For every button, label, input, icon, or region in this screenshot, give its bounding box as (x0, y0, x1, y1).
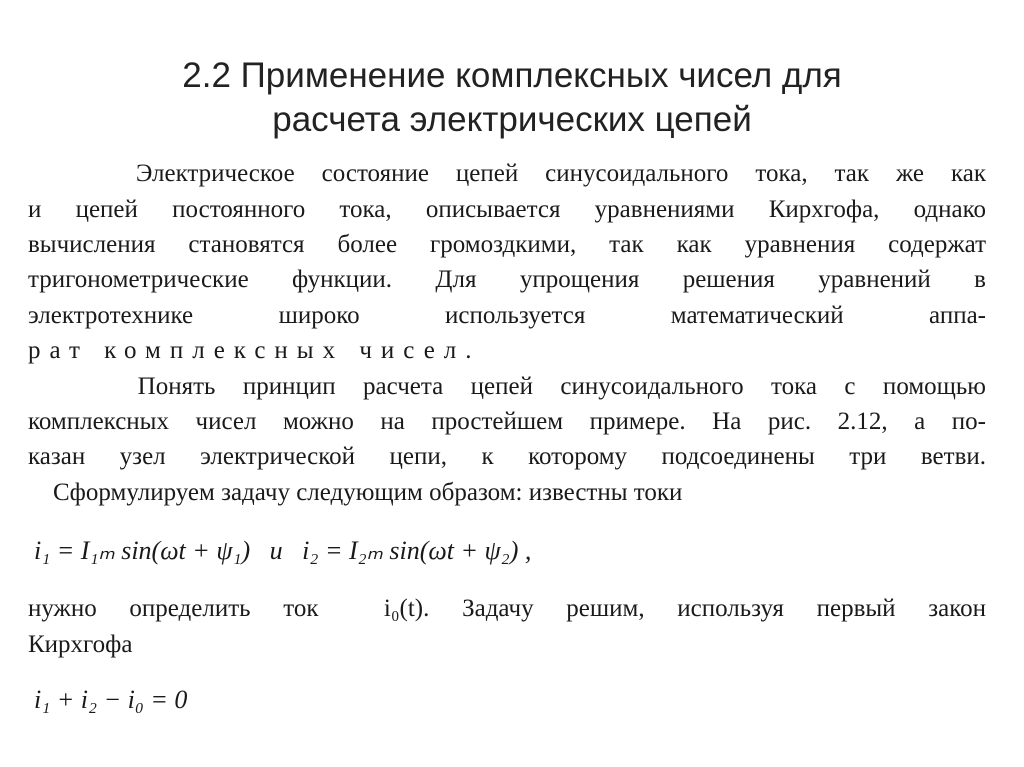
body-line: Понять принцип расчета цепей синусоидального тока с помощью (28, 373, 986, 400)
body-line: Сформулируем задачу следующим образом: известны токи (28, 479, 683, 506)
body-line: электротехнике широко используется математический аппа- (28, 302, 986, 329)
body-line: Электрическое состояние цепей синусоидального тока, так же как (28, 160, 986, 187)
body-line: рат комплексных чисел. (28, 337, 481, 364)
body-line: Кирхгофа (28, 631, 133, 658)
slide-title-line-1: 2.2 Применение комплексных чисел для (182, 56, 842, 95)
formula-kirchhoff: i₁ + i₂ − i₀ = 0 (34, 685, 188, 714)
body-line: комплексных чисел можно на простейшем примере. На рис. 2.12, а по- (28, 408, 986, 435)
formula-currents: i₁ = I₁ₘ sin(ωt + ψ₁) и i₂ = I₂ₘ sin(ωt + ψ₂) , (34, 536, 532, 565)
slide-title-line-2: расчета электрических цепей (272, 100, 752, 139)
body-line: нужно определить ток i₀(t). Задачу решим, используя первый закон (28, 595, 986, 622)
body-line: тригонометрические функции. Для упрощения решения уравнений в (28, 266, 986, 293)
body-line: вычисления становятся более громоздкими, так как уравнения содержат (28, 231, 986, 258)
body-line: и цепей постоянного тока, описывается уравнениями Кирхгофа, однако (28, 196, 986, 223)
body-line: казан узел электрической цепи, к которому подсоединены три ветви. (28, 443, 986, 470)
